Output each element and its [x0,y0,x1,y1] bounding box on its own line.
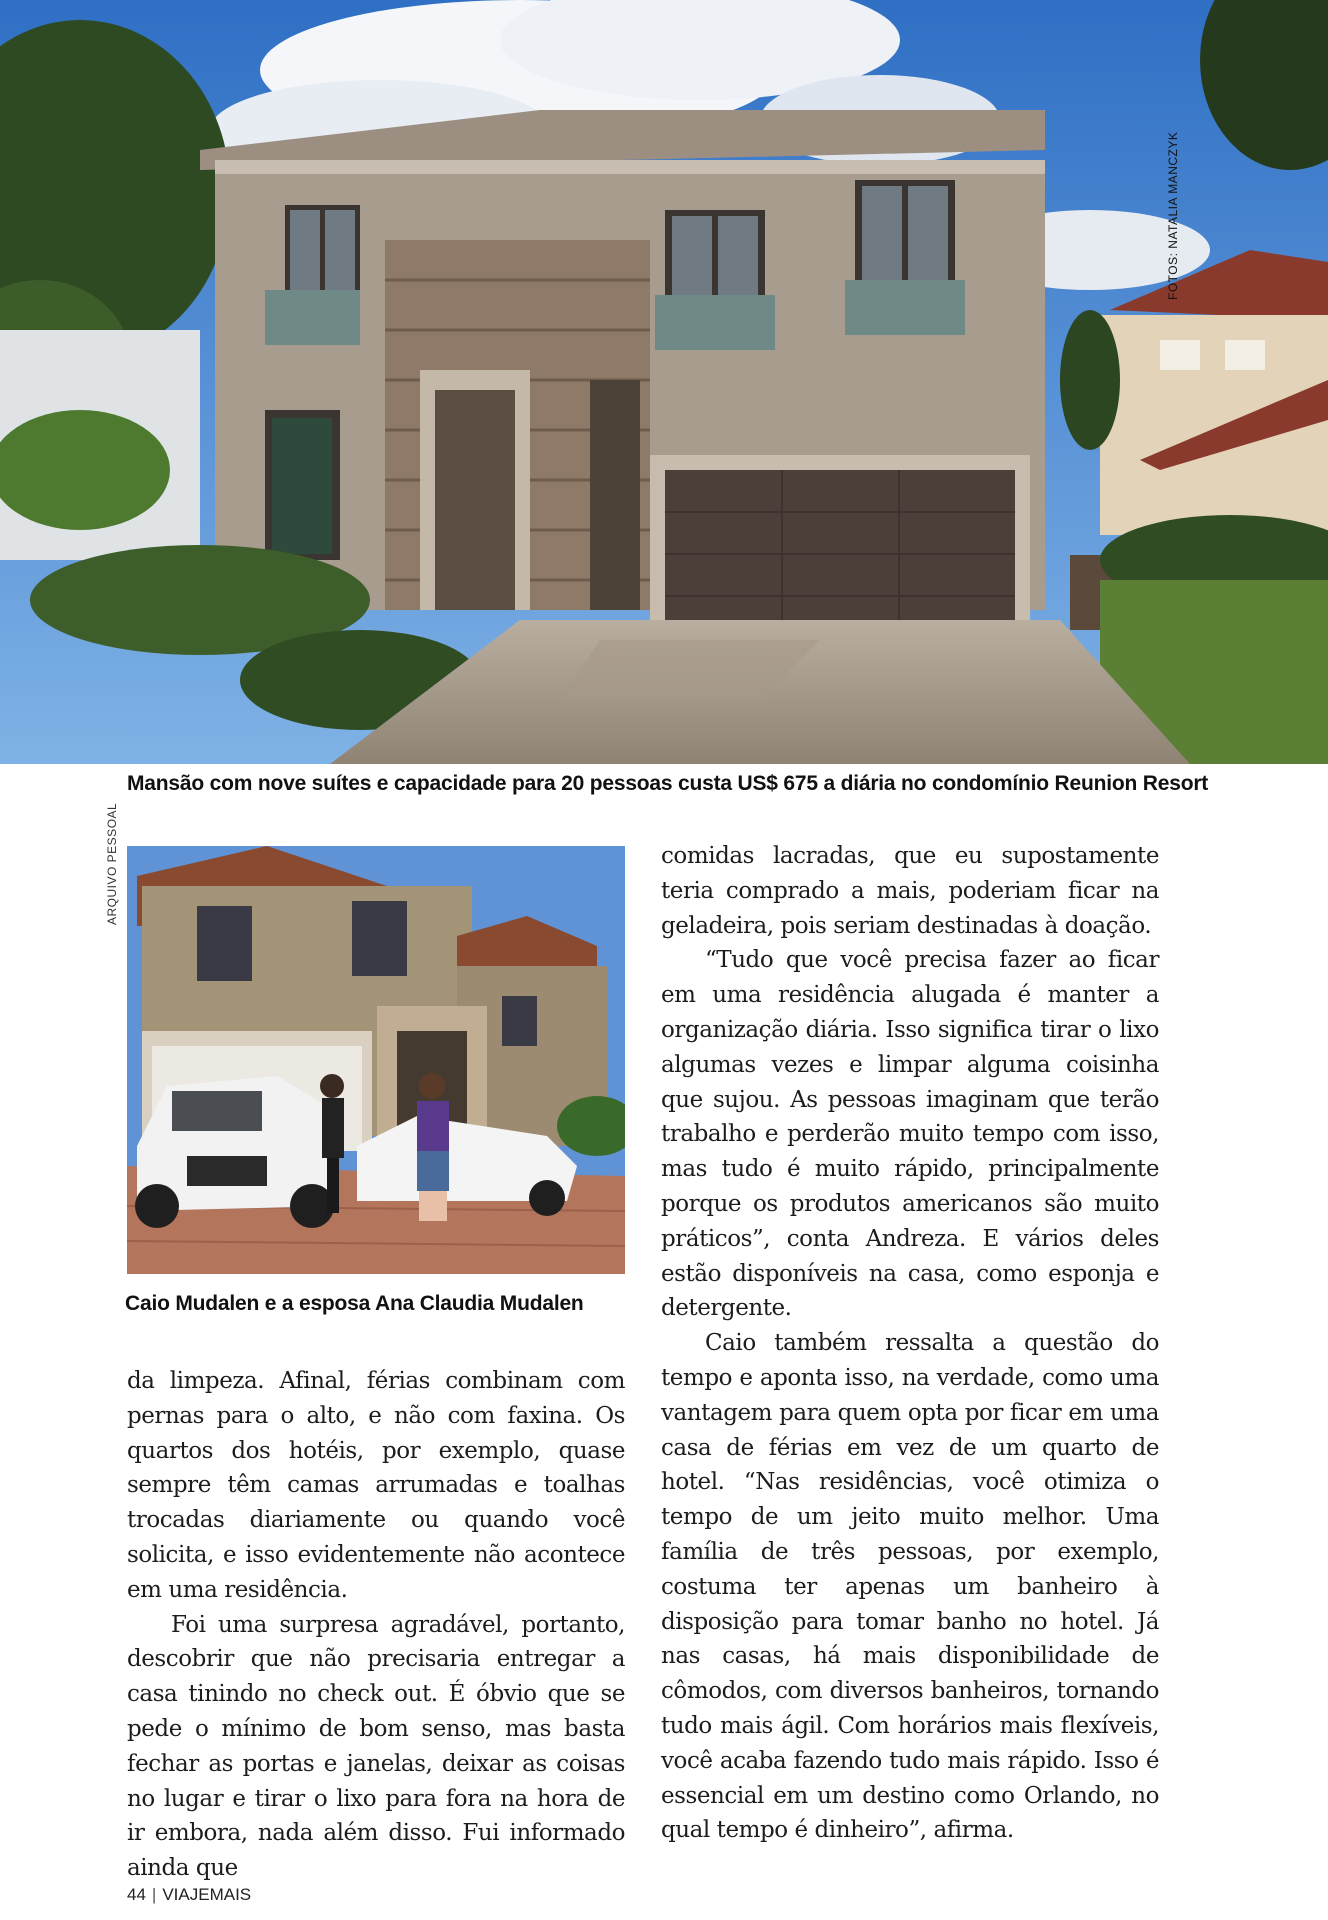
hero-photo [0,0,1328,764]
article-right-column [661,839,1159,1848]
family-caption: Caio Mudalen e a esposa Ana Claudia Mudalen [125,1292,584,1315]
article-paragraph: Foi uma surpresa agradável, portanto, descobrir que não precisaria entregar a casa tinindo no check out. É óbvio que se pede o mínimo de bom senso, mas basta fechar as portas e janelas, deixar as coisas no lugar e tirar o lixo para fora na hora de ir embora, nada além disso. Fui informado ainda que [127,1611,625,1882]
article-paragraph: “Tudo que você precisa fazer ao ficar em uma residência alugada é manter a organização diária. Isso significa tirar o lixo algumas vezes e limpar alguma coisinha que sujou. As pessoas imaginam que terão trabalho e perderão muito tempo com isso, mas tudo é muito rápido, principalmente porque os produtos americanos são muito práticos”, conta Andreza. E vários deles estão disponíveis na casa, como esponja e detergente. [661,947,1159,1322]
family-illustration [127,846,625,1274]
hero-caption: Mansão com nove suítes e capacidade para 20 pessoas custa US$ 675 a diária no condomínio Reunion Resort [127,772,1209,795]
page-number: 44 [127,1885,146,1904]
article-paragraph: comidas lacradas, que eu supostamente teria comprado a mais, poderiam ficar na geladeira, pois seriam destinadas à doação. [661,843,1159,939]
family-photo-credit: ARQUIVO PESSOAL [105,802,119,925]
family-photo [127,846,625,1274]
article-left-column [127,1364,625,1886]
article-paragraph: da limpeza. Afinal, férias combinam com pernas para o alto, e não com faxina. Os quartos dos hotéis, por exemplo, quase sempre têm camas arrumadas e toalhas trocadas diariamente ou quando você solicita, e isso evidentemente não acontece em uma residência. [127,1368,625,1603]
photo-credit: FOTOS: NATALIA MANCZYK [1166,131,1180,300]
magazine-name: VIAJEMAIS [162,1885,252,1904]
page-footer [127,1885,251,1905]
mansion-illustration [0,0,1328,764]
footer-separator: | [151,1885,157,1904]
article-paragraph: Caio também ressalta a questão do tempo e aponta isso, na verdade, como uma vantagem para quem opta por ficar em uma casa de férias em vez de um quarto de hotel. “Nas residências, você otimiza o tempo de um jeito muito melhor. Uma família de três pessoas, por exemplo, costuma ter apenas um banheiro à disposição para tomar banho no hotel. Já nas casas, há mais disponibilidade de cômodos, com diversos banheiros, tornando tudo mais ágil. Com horários mais flexíveis, você acaba fazendo tudo mais rápido. Isso é essencial em um destino como Orlando, no qual tempo é dinheiro”, afirma. [661,1330,1159,1844]
